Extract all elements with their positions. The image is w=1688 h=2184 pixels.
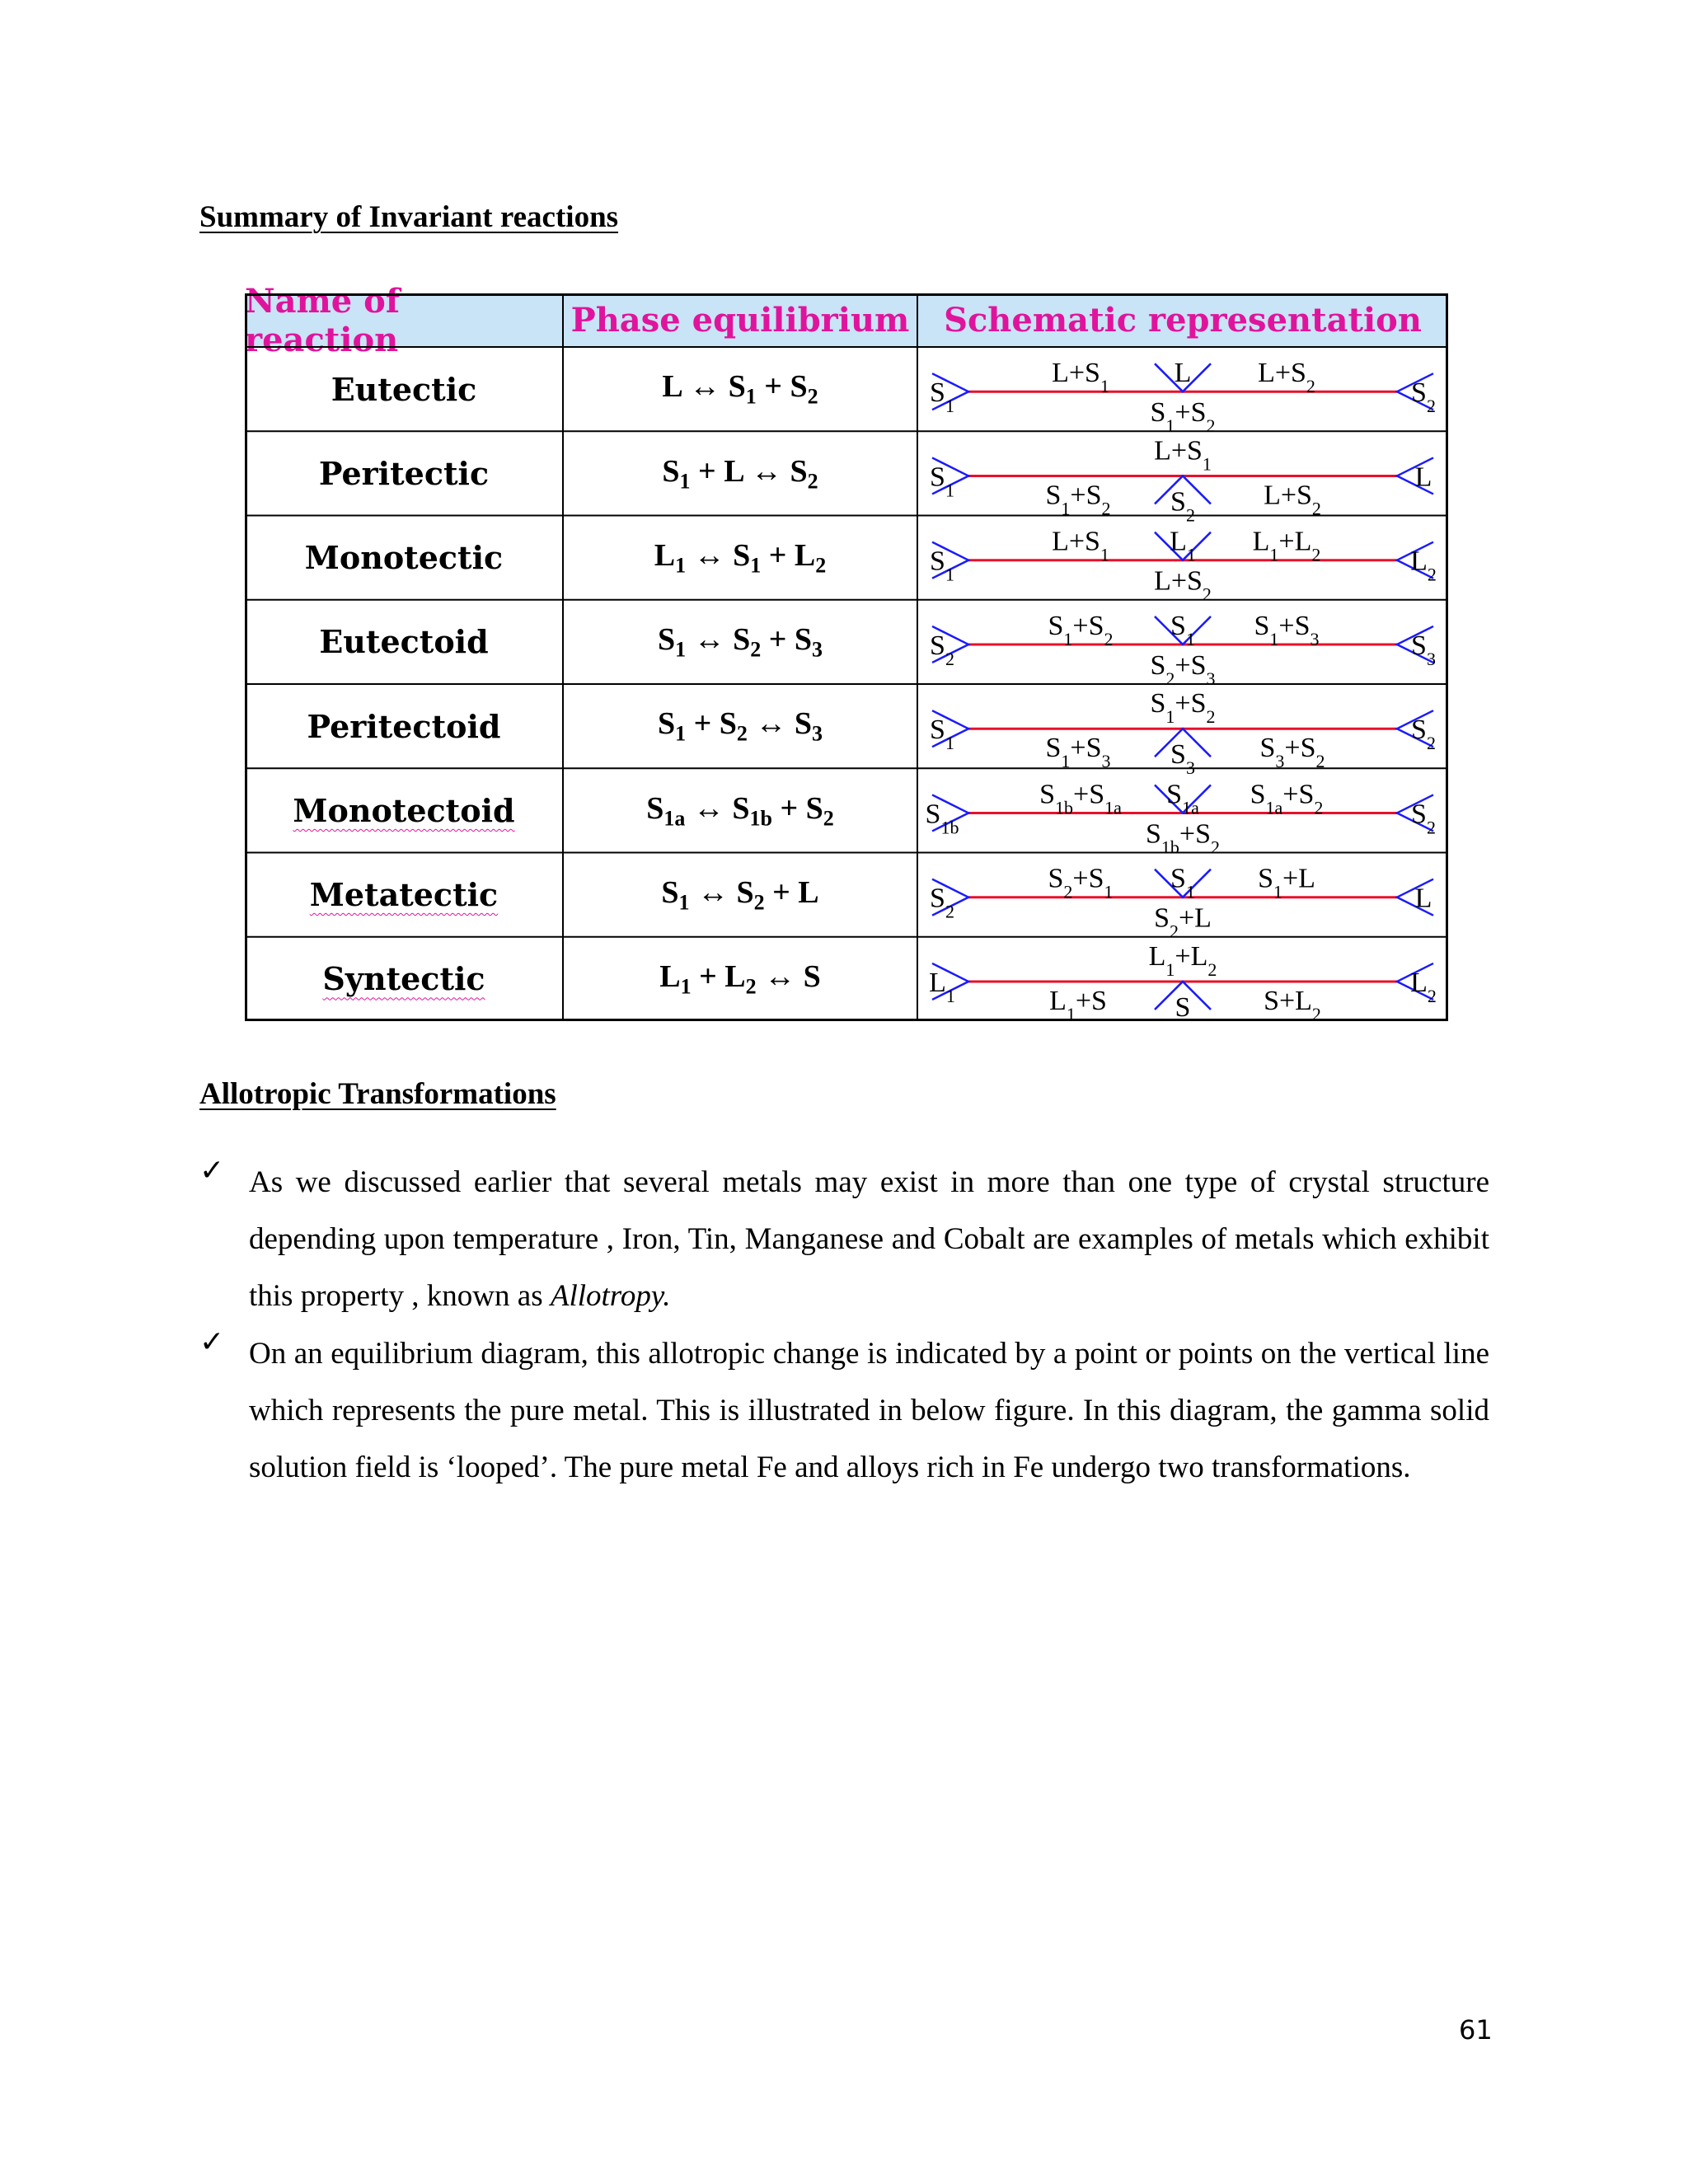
schematic-right-phase: L (1414, 462, 1432, 493)
header-equilibrium-label: Phase equilibrium (570, 301, 910, 340)
schematic-lower-right: $L+S_2$ (1264, 480, 1321, 518)
section-heading-invariant: Summary of Invariant reactions (199, 200, 619, 234)
phase-equation: $L_1$ ↔ $S_1 + L_2$ (654, 537, 827, 578)
schematic-lower-left: $S_1+S_3$ (1045, 733, 1111, 771)
schematic-upper-right: $S_{1a}+S_2$ (1250, 779, 1324, 818)
invariant-reactions-table (245, 281, 1448, 1021)
reaction-name: Peritectic (318, 454, 490, 492)
schematic-upper-right: $S_1+L$ (1258, 863, 1315, 902)
schematic-right-phase: $S_2$ (1411, 715, 1436, 753)
schematic-right-phase: $S_2$ (1411, 799, 1436, 837)
schematic-center-bottom: $S_3$ (1170, 739, 1195, 778)
header-name-label: Name of reaction (245, 281, 401, 359)
reaction-name: Eutectic (331, 370, 477, 408)
phase-equation: $S_1 + L$ ↔ $S_2$ (662, 453, 818, 494)
schematic-upper-left: $S_2+S_1$ (1048, 863, 1114, 902)
schematic-right-phase: L (1414, 883, 1432, 914)
schematic-lower-left: $S_1+S_2$ (1045, 480, 1111, 518)
phase-equation: L ↔ $S_1 + S_2$ (662, 369, 818, 409)
schematic-center-top: $S_1$ (1170, 610, 1195, 649)
schematic-diagram (930, 435, 1433, 525)
phase-equation: $S_1 + S_2$ ↔ $S_3$ (657, 706, 823, 746)
schematic-diagram (930, 611, 1436, 689)
schematic-left-phase: $S_1$ (930, 715, 954, 753)
schematic-column (917, 293, 1448, 1021)
schematic-center-bottom: $S_1+S_2$ (1150, 397, 1216, 436)
schematic-left-phase: $S_1$ (930, 377, 954, 416)
phase-equation: $S_1$ ↔ $S_2 + L$ (661, 874, 819, 915)
schematic-center-bottom: $S_2$ (1170, 486, 1195, 525)
reaction-name: Monotectoid (293, 791, 515, 829)
reaction-name: Metatectic (309, 876, 499, 914)
schematic-left-phase: $S_1$ (930, 546, 954, 585)
schematic-top: $S_1+S_2$ (1150, 688, 1216, 727)
schematic-left-phase: $S_1$ (930, 462, 954, 500)
schematic-left-phase: $S_2$ (930, 630, 954, 669)
schematic-center-bottom: $S_2+L$ (1154, 902, 1212, 941)
schematic-upper-left: $S_1+S_2$ (1048, 610, 1114, 649)
schematic-upper-right: $S_1+S_3$ (1254, 610, 1320, 649)
checkmark-icon: ✓ (199, 1154, 225, 1188)
phase-equation: $S_1$ ↔ $S_2 + S_3$ (657, 622, 823, 662)
schematic-center-bottom: $S_{1b}+S_2$ (1145, 818, 1221, 857)
reaction-name: Monotectic (304, 539, 504, 577)
schematic-diagram (930, 688, 1436, 778)
schematic-right-phase: $L_2$ (1410, 546, 1437, 585)
schematic-diagram (930, 527, 1437, 605)
schematic-top: $L+S_1$ (1154, 435, 1212, 474)
schematic-center-bottom: S (1175, 991, 1191, 1021)
schematic-lower-left: $L_1+S$ (1049, 985, 1107, 1021)
section-heading-allotropic: Allotropic Transformations (199, 1077, 556, 1111)
schematic-left-phase: $S_{1b}$ (925, 799, 959, 837)
schematic-upper-left: $L+S_1$ (1052, 526, 1109, 565)
schematic-diagram (930, 358, 1436, 436)
schematic-upper-right: $L_1+L_2$ (1252, 526, 1321, 565)
schematic-lower-right: $S+L_2$ (1264, 985, 1321, 1021)
schematic-right-phase: $L_2$ (1410, 967, 1437, 1006)
schematic-center-bottom: $S_2+S_3$ (1150, 649, 1216, 689)
schematic-diagram (930, 864, 1433, 942)
page-number: 61 (1459, 2014, 1493, 2046)
schematic-top: $L_1+L_2$ (1148, 940, 1217, 980)
phase-equation: $L_1 + L_2$ ↔ S (659, 959, 821, 999)
reaction-name: Peritectoid (307, 707, 501, 745)
bullet-text: On an equilibrium diagram, this allotropic change is indicated by a point or points on the vertical line which represents the pure metal. This is illustrated in below figure. In this diagram, the gamma solid solution field is ‘looped’. The pure metal Fe and alloys rich in Fe undergo two transformations. (249, 1337, 1489, 1484)
schematic-center-bottom: $L+S_2$ (1154, 565, 1212, 604)
schematic-upper-left: $S_{1b}+S_{1a}$ (1039, 779, 1122, 818)
checkmark-icon: ✓ (199, 1325, 225, 1359)
reaction-name: Syntectic (322, 960, 485, 998)
schematic-upper-left: $L+S_1$ (1052, 358, 1109, 396)
schematic-left-phase: $L_1$ (929, 967, 955, 1006)
schematic-left-phase: $S_2$ (930, 883, 954, 922)
schematic-diagram (926, 779, 1436, 857)
schematic-right-phase: $S_2$ (1411, 377, 1436, 416)
reaction-name: Eutectoid (319, 623, 489, 661)
schematic-diagram (929, 941, 1437, 1021)
schematic-center-top: $S_1$ (1170, 863, 1195, 902)
allotropy-term: Allotropy. (550, 1279, 671, 1313)
schematic-right-phase: $S_3$ (1411, 630, 1436, 669)
phase-equation: $S_{1a}$ ↔ $S_{1b} + S_2$ (646, 790, 834, 831)
schematic-center-top: $L_1$ (1170, 526, 1196, 565)
schematic-center-top: L (1174, 358, 1192, 388)
schematic-lower-right: $S_3+S_2$ (1259, 733, 1325, 771)
schematic-upper-right: $L+S_2$ (1258, 358, 1315, 396)
header-schematic-label: Schematic representation (944, 301, 1422, 340)
bullet-text: As we discussed earlier that several metals may exist in more than one type of crystal structure depending upon temperature , Iron, Tin, Manganese and Cobalt are examples of metals which exhibit this property , known as Allotropy. (249, 1165, 1489, 1313)
schematic-center-top: $S_{1a}$ (1166, 779, 1199, 818)
